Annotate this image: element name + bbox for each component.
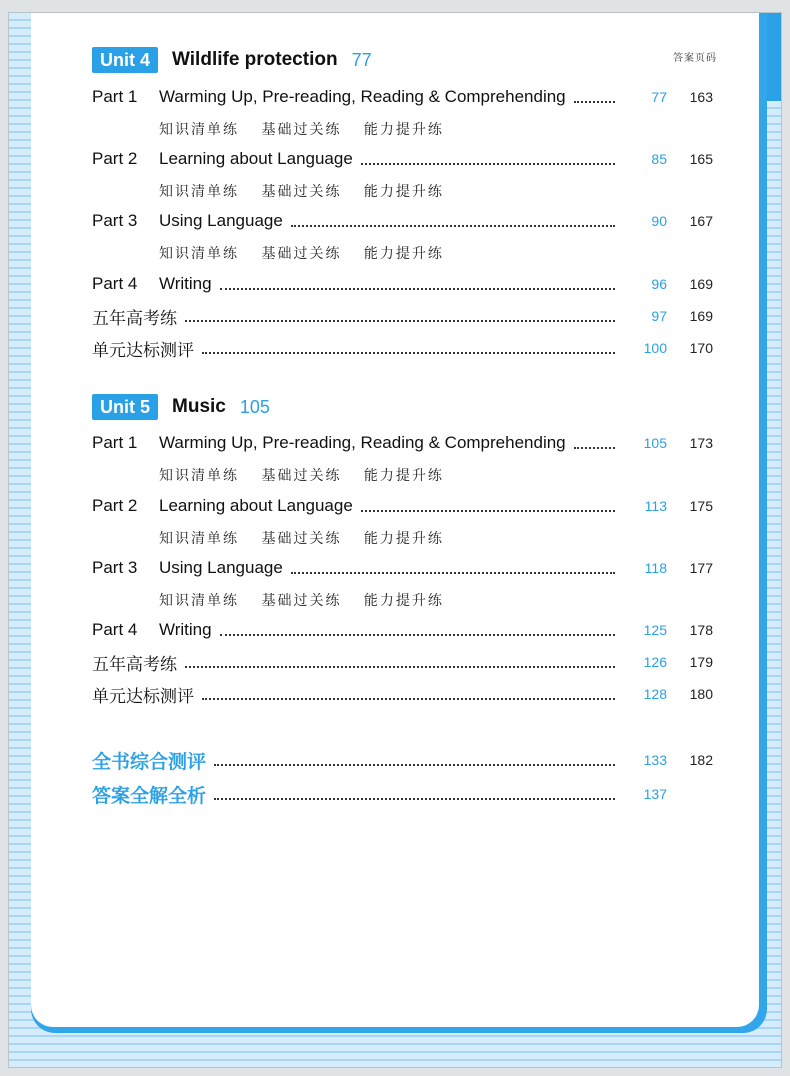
part-label: Part 3 bbox=[92, 558, 138, 577]
part-label: Part 3 bbox=[92, 211, 138, 230]
part-label: Part 1 bbox=[92, 87, 138, 106]
unit-4-part-3-subs bbox=[159, 243, 460, 263]
unit-5-header bbox=[92, 394, 270, 420]
sub-item: 知识清单练 bbox=[159, 468, 239, 484]
part-label: Part 1 bbox=[92, 433, 138, 452]
answer-page-number: 178 bbox=[689, 622, 713, 638]
unit-4-part-3[interactable] bbox=[92, 209, 711, 233]
item-title: 单元达标测评 bbox=[92, 686, 194, 706]
unit-4-part-2-subs bbox=[159, 181, 460, 201]
item-title: 答案全解全析 bbox=[92, 785, 207, 807]
answer-page-number: 165 bbox=[689, 151, 713, 167]
sub-item: 基础过关练 bbox=[261, 184, 342, 200]
toc-card bbox=[31, 13, 759, 1027]
answer-page-number: 169 bbox=[689, 276, 713, 292]
unit-4-unit-test[interactable] bbox=[92, 336, 711, 360]
dot-leader bbox=[220, 632, 615, 636]
answer-page-number: 177 bbox=[689, 560, 713, 576]
unit-5-badge: Unit 5 bbox=[92, 394, 158, 420]
sub-item: 知识清单练 bbox=[159, 122, 239, 138]
page-frame bbox=[8, 12, 782, 1068]
dot-leader bbox=[291, 570, 615, 574]
dot-leader bbox=[202, 696, 615, 700]
unit-4-part-1-subs bbox=[159, 119, 460, 139]
unit-5-part-4[interactable] bbox=[92, 618, 711, 642]
sub-item: 能力提升练 bbox=[363, 246, 444, 262]
unit-4-title[interactable]: Wildlife protection bbox=[172, 49, 338, 70]
unit-5-title[interactable]: Music bbox=[172, 396, 226, 417]
part-title: Using Language bbox=[159, 558, 283, 577]
sub-item: 能力提升练 bbox=[363, 531, 444, 547]
sub-item: 知识清单练 bbox=[159, 531, 239, 547]
dot-leader bbox=[220, 286, 615, 290]
unit-5-page: 105 bbox=[239, 396, 270, 417]
part-title: Warming Up, Pre-reading, Reading & Comprehending bbox=[159, 87, 566, 106]
item-title: 全书综合测评 bbox=[92, 751, 207, 773]
unit-4-part-4[interactable] bbox=[92, 272, 711, 296]
part-label: Part 2 bbox=[92, 149, 138, 168]
unit-5-part-3-subs bbox=[159, 590, 460, 610]
page-number: 105 bbox=[643, 435, 667, 451]
page-number: 118 bbox=[644, 560, 667, 576]
unit-5-gaokao-practice[interactable] bbox=[92, 650, 711, 674]
dot-leader bbox=[214, 762, 615, 766]
answer-page-number: 169 bbox=[689, 308, 713, 324]
part-title: Warming Up, Pre-reading, Reading & Comprehending bbox=[159, 433, 566, 452]
part-title: Using Language bbox=[159, 211, 283, 230]
page-number: 133 bbox=[643, 752, 667, 768]
answer-page-number: 170 bbox=[689, 340, 713, 356]
unit-5-part-3[interactable] bbox=[92, 556, 711, 580]
unit-5-part-1-subs bbox=[159, 465, 460, 485]
sub-item: 能力提升练 bbox=[363, 184, 444, 200]
unit-5-unit-test[interactable] bbox=[92, 682, 711, 706]
unit-4-part-1[interactable] bbox=[92, 85, 711, 109]
page-number: 85 bbox=[651, 151, 667, 167]
unit-4-part-2[interactable] bbox=[92, 147, 711, 171]
dot-leader bbox=[574, 99, 615, 103]
unit-5-part-1[interactable] bbox=[92, 431, 711, 455]
dot-leader bbox=[214, 796, 615, 800]
page-number: 113 bbox=[644, 498, 667, 514]
unit-4-page: 77 bbox=[351, 49, 372, 70]
dot-leader bbox=[574, 445, 615, 449]
part-title: Learning about Language bbox=[159, 149, 353, 168]
page-number: 97 bbox=[651, 308, 667, 324]
answer-key-section[interactable] bbox=[92, 782, 711, 806]
page-number: 128 bbox=[643, 686, 667, 702]
unit-5-part-2-subs bbox=[159, 528, 460, 548]
answer-page-label: 答案页码 bbox=[673, 53, 717, 64]
answer-page-number: 180 bbox=[689, 686, 713, 702]
sub-item: 基础过关练 bbox=[261, 531, 342, 547]
page-number: 77 bbox=[651, 89, 667, 105]
full-book-test[interactable] bbox=[92, 748, 711, 772]
page-number: 90 bbox=[651, 213, 667, 229]
page-number: 137 bbox=[643, 786, 667, 802]
page-number: 96 bbox=[651, 276, 667, 292]
page-number: 100 bbox=[643, 340, 667, 356]
page-number: 126 bbox=[643, 654, 667, 670]
sub-item: 能力提升练 bbox=[363, 468, 444, 484]
sub-item: 知识清单练 bbox=[159, 593, 239, 609]
sub-item: 能力提升练 bbox=[363, 593, 444, 609]
sub-item: 基础过关练 bbox=[261, 593, 342, 609]
sub-item: 基础过关练 bbox=[261, 246, 342, 262]
sub-item: 基础过关练 bbox=[261, 468, 342, 484]
sub-item: 知识清单练 bbox=[159, 184, 239, 200]
answer-page-number: 163 bbox=[689, 89, 713, 105]
dot-leader bbox=[361, 161, 615, 165]
unit-4-header bbox=[92, 47, 372, 73]
sub-item: 能力提升练 bbox=[363, 122, 444, 138]
item-title: 单元达标测评 bbox=[92, 340, 194, 360]
unit-5-part-2[interactable] bbox=[92, 494, 711, 518]
item-title: 五年高考练 bbox=[92, 308, 177, 328]
part-title: Learning about Language bbox=[159, 496, 353, 515]
part-label: Part 4 bbox=[92, 274, 138, 293]
answer-page-number: 173 bbox=[689, 435, 713, 451]
item-title: 五年高考练 bbox=[92, 654, 177, 674]
unit-4-badge: Unit 4 bbox=[92, 47, 158, 73]
sub-item: 基础过关练 bbox=[261, 122, 342, 138]
dot-leader bbox=[361, 508, 615, 512]
answer-page-number: 182 bbox=[689, 752, 713, 768]
sub-item: 知识清单练 bbox=[159, 246, 239, 262]
dot-leader bbox=[185, 318, 615, 322]
page-number: 125 bbox=[643, 622, 667, 638]
answer-page-number: 179 bbox=[689, 654, 713, 670]
part-label: Part 4 bbox=[92, 620, 138, 639]
dot-leader bbox=[185, 664, 615, 668]
part-title: Writing bbox=[159, 620, 212, 639]
dot-leader bbox=[291, 223, 615, 227]
answer-page-number: 167 bbox=[689, 213, 713, 229]
answer-page-number: 175 bbox=[689, 498, 713, 514]
dot-leader bbox=[202, 350, 615, 354]
part-label: Part 2 bbox=[92, 496, 138, 515]
part-title: Writing bbox=[159, 274, 212, 293]
unit-4-gaokao-practice[interactable] bbox=[92, 304, 711, 328]
